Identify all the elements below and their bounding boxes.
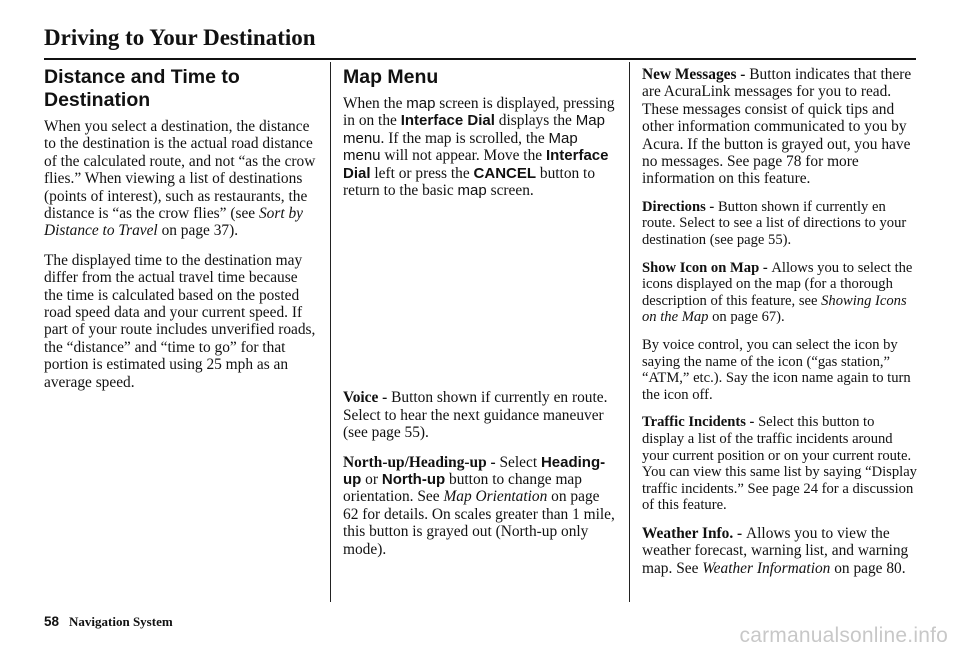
column-menu-items	[642, 66, 917, 588]
term-north-up: North-up/Heading-up -	[343, 453, 500, 471]
ui-term-map: map	[457, 182, 487, 200]
cross-reference: Map Orientation	[443, 488, 548, 506]
paragraph-voice	[343, 389, 618, 441]
text: When the	[343, 95, 407, 112]
text: on page 37).	[157, 222, 239, 240]
watermark: carmanualsonline.info	[739, 624, 948, 647]
text: screen is displayed, pressing in on the	[343, 95, 615, 130]
paragraph-north-up	[343, 454, 618, 558]
text: Button shown if currently en route. Select to see a list of directions to your destination (see page 55).	[642, 198, 907, 249]
section-heading-distance-time: Distance and Time to Destination	[44, 66, 240, 111]
cross-reference: Weather Information	[702, 559, 831, 577]
ui-term-heading-up: Heading-up	[343, 453, 606, 489]
text: will not appear. Move the	[380, 147, 546, 165]
text: or	[361, 471, 382, 489]
paragraph-directions	[642, 199, 917, 249]
column-distance-time	[44, 66, 318, 403]
ui-term-interface-dial: Interface Dial	[400, 112, 495, 130]
cross-reference: Showing Icons on the Map	[642, 292, 907, 326]
term-weather: Weather Info. -	[642, 524, 747, 542]
title-rule	[44, 58, 916, 60]
text: Allows you to select the icons displayed on the map (for a thorough description of this feature, see	[642, 259, 913, 309]
paragraph-show-icon	[642, 260, 917, 326]
paragraph-traffic	[642, 414, 917, 514]
page-title: Driving to Your Destination	[44, 25, 316, 50]
text: When you select a destination, the distance to the destination is the actual road distance of the calculated route, and not “as the crow flies.” When viewing a list of destinations (points of interest), such as restaurants, the distance is “as the crow flies” (see	[44, 118, 316, 223]
term-directions: Directions -	[642, 198, 718, 215]
paragraph-distance	[44, 118, 318, 240]
paragraph-map-menu-intro	[343, 95, 618, 199]
footer-text: Navigation System	[69, 614, 173, 629]
paragraph-weather	[642, 525, 917, 577]
ui-term-map-menu: Map menu	[343, 112, 605, 147]
page-number: 58	[44, 614, 60, 629]
ui-term-map: map	[406, 95, 436, 112]
text: on page 62 for details. On scales greater than 1 mile, this button is grayed out (North-up only mode).	[343, 488, 615, 558]
page-footer	[44, 614, 173, 630]
text: Allows you to view the weather forecast, warning list, and warning map. See	[642, 524, 909, 577]
text: Button shown if currently en route. Select to hear the next guidance maneuver (see page 55).	[343, 389, 608, 442]
ui-term-interface-dial: Interface Dial	[343, 147, 609, 182]
text: displays the	[494, 112, 576, 130]
text: on page 67).	[708, 309, 785, 326]
column-map-menu	[343, 66, 618, 570]
paragraph-new-messages	[642, 66, 917, 188]
text: left or press the	[370, 164, 474, 182]
term-voice: Voice -	[343, 389, 392, 407]
section-heading-map-menu: Map Menu	[343, 66, 439, 88]
figure-space	[343, 211, 618, 337]
text: Button indicates that there are AcuraLink messages for you to read. These messages consist of quick tips and other information communicated to you by Acura. If the button is grayed out, you have no messages. See page 78 for more information on this feature.	[642, 66, 912, 188]
column-divider-left	[330, 62, 331, 602]
ui-term-map-menu: Map menu	[343, 129, 578, 165]
text: screen.	[486, 182, 534, 200]
text: Select this button to display a list of the traffic incidents around your current position or on your current route. You can view this same list by saying “Display traffic incidents.” See page 24 for a discussion of this feature.	[642, 414, 917, 514]
paragraph-time: The displayed time to the destination may differ from the actual travel time because the time is calculated based on the posted road speed data and your current speed. If part of your route includes unverified roads, the “distance” and “time to go” for that portion is estimated using 25 mph as an average speed.	[44, 251, 316, 391]
text: button to return to the basic	[343, 164, 596, 200]
ui-term-north-up: North-up	[381, 471, 446, 489]
paragraph-voice-control: By voice control, you can select the icon by saying the name of the icon (“gas station,” “ATM,” etc.). Say the icon name again to turn the icon off.	[642, 337, 911, 403]
term-new-messages: New Messages -	[642, 66, 750, 83]
cross-reference: Sort by Distance to Travel	[44, 205, 303, 240]
term-traffic: Traffic Incidents -	[642, 414, 759, 431]
column-divider-right	[629, 62, 630, 602]
text: button to change map orientation. See	[343, 471, 582, 506]
text: . If the map is scrolled, the	[380, 129, 549, 147]
term-show-icon: Show Icon on Map -	[642, 259, 772, 276]
text: Select	[499, 453, 541, 471]
ui-term-cancel: CANCEL	[473, 164, 537, 182]
text: on page 80.	[830, 559, 906, 577]
